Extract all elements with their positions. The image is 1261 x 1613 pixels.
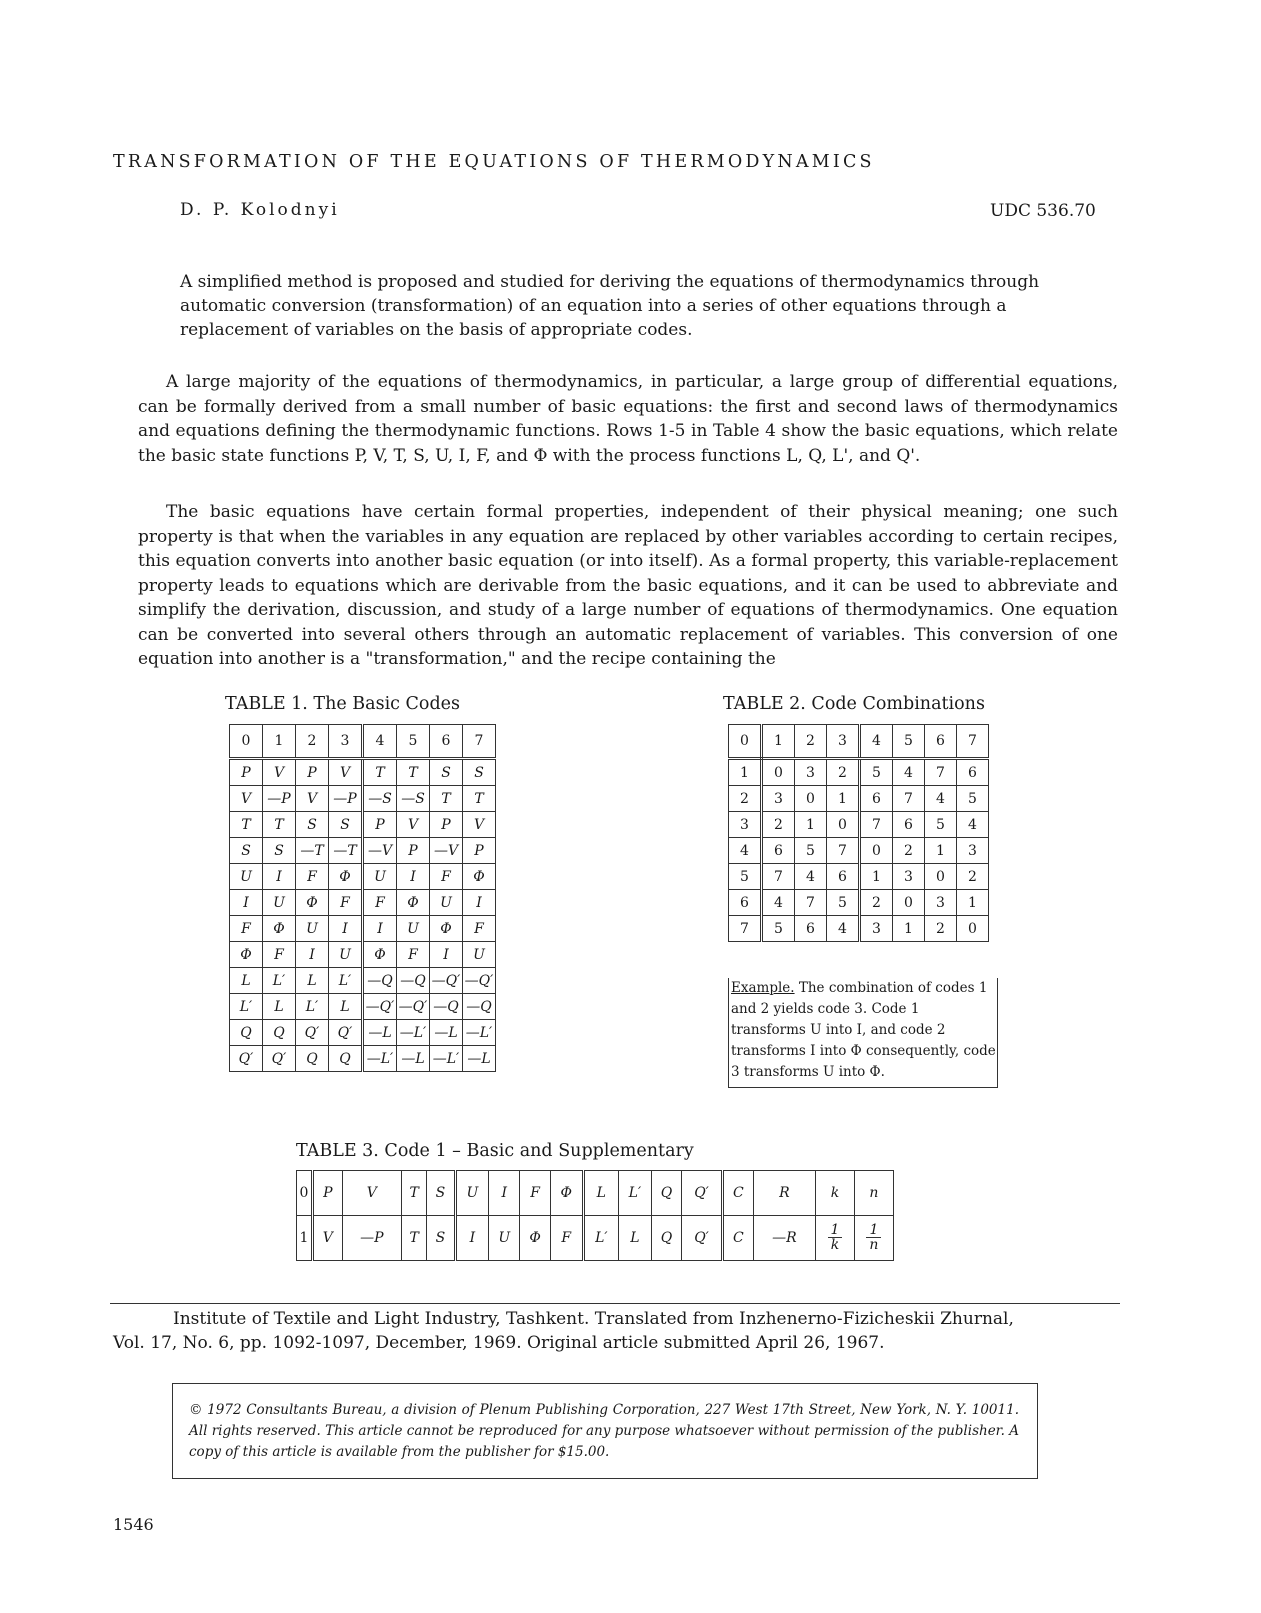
table-cell: U (430, 890, 463, 916)
table-cell: F (263, 942, 296, 968)
table-cell: 7 (860, 812, 893, 838)
table-cell: P (430, 812, 463, 838)
table-cell: —S (363, 786, 397, 812)
table-cell: Φ (230, 942, 263, 968)
table-cell: 2 (296, 725, 329, 759)
table-cell: Q (651, 1171, 681, 1216)
table-cell: —Q′ (363, 994, 397, 1020)
table-cell: S (230, 838, 263, 864)
table-row (230, 994, 496, 1020)
table-cell: 7 (957, 725, 989, 759)
fraction-cell (854, 1216, 893, 1261)
fraction-denominator: n (869, 1237, 879, 1253)
table-cell: F (363, 890, 397, 916)
table-cell: L (583, 1171, 618, 1216)
table-cell: L′ (618, 1171, 651, 1216)
table-cell: I (363, 916, 397, 942)
table-cell: Q (263, 1020, 296, 1046)
table-cell: 0 (729, 725, 762, 759)
table-cell: Q (296, 1046, 329, 1072)
table-cell: V (463, 812, 496, 838)
table-cell: 7 (925, 759, 957, 786)
table-cell: T (263, 812, 296, 838)
table-cell: Φ (430, 916, 463, 942)
table-cell: P (463, 838, 496, 864)
institute-line-1: Institute of Textile and Light Industry, Tashkent. Translated from Inzhenerno-Fizicheskii Zhurnal, (173, 1309, 1014, 1329)
table-cell: U (230, 864, 263, 890)
table3-caption: TABLE 3. Code 1 – Basic and Supplementary (296, 1141, 694, 1161)
table-cell: —L (463, 1046, 496, 1072)
table-cell: 0 (795, 786, 827, 812)
table-cell: —Q′ (397, 994, 430, 1020)
table-row (297, 1216, 894, 1261)
table-cell: U (397, 916, 430, 942)
table-cell: Q (230, 1020, 263, 1046)
table-cell: —V (430, 838, 463, 864)
table-cell: U (296, 916, 329, 942)
table-cell: 5 (860, 759, 893, 786)
table-cell: F (397, 942, 430, 968)
table-cell: 4 (363, 725, 397, 759)
table-cell: F (296, 864, 329, 890)
table-cell: Φ (520, 1216, 550, 1261)
table-cell: 6 (729, 890, 762, 916)
table-cell: 3 (827, 725, 860, 759)
table-cell: —L′ (397, 1020, 430, 1046)
table-cell: V (230, 786, 263, 812)
table-cell: 1 (925, 838, 957, 864)
table-cell: —Q (397, 968, 430, 994)
table-cell: U (463, 942, 496, 968)
table2-caption: TABLE 2. Code Combinations (723, 694, 985, 714)
table-cell: Q′ (263, 1046, 296, 1072)
table-cell: 7 (893, 786, 925, 812)
table-cell: U (455, 1171, 489, 1216)
table-cell: L (230, 968, 263, 994)
table-cell: L (329, 994, 363, 1020)
table-row (729, 890, 989, 916)
table-cell: Φ (397, 890, 430, 916)
table-row (230, 916, 496, 942)
table-cell: Q (329, 1046, 363, 1072)
table1-caption: TABLE 1. The Basic Codes (225, 694, 460, 714)
table-row (729, 759, 989, 786)
table-cell: 4 (925, 786, 957, 812)
table-cell: 0 (762, 759, 795, 786)
table-cell: 3 (893, 864, 925, 890)
table-row (230, 812, 496, 838)
table-cell: 5 (729, 864, 762, 890)
table-cell: —P (342, 1216, 402, 1261)
table-row (230, 786, 496, 812)
author: D. P. Kolodnyi (180, 200, 340, 220)
table-row (729, 864, 989, 890)
table-cell: C (722, 1216, 753, 1261)
table-cell: —T (329, 838, 363, 864)
table-row (729, 786, 989, 812)
example-label: Example. (731, 980, 795, 996)
table-cell: 2 (893, 838, 925, 864)
table-cell: 3 (729, 812, 762, 838)
table-cell: Q′ (230, 1046, 263, 1072)
table-cell: U (263, 890, 296, 916)
table-cell: L (296, 968, 329, 994)
table-cell: k (816, 1171, 855, 1216)
table-cell: —L′ (463, 1020, 496, 1046)
table-cell: F (430, 864, 463, 890)
table-cell: I (489, 1171, 520, 1216)
table-cell: 6 (762, 838, 795, 864)
table-cell: V (397, 812, 430, 838)
table-cell: L′ (583, 1216, 618, 1261)
table-cell: 7 (795, 890, 827, 916)
table-cell: L′ (263, 968, 296, 994)
page-number: 1546 (113, 1515, 154, 1534)
table-cell: S (430, 759, 463, 786)
table-cell: U (329, 942, 363, 968)
table-cell: Φ (296, 890, 329, 916)
table-cell: —R (753, 1216, 815, 1261)
table-row (297, 1171, 894, 1216)
table-header-row (729, 725, 989, 759)
table-cell: 2 (795, 725, 827, 759)
table-cell: P (397, 838, 430, 864)
table-cell: 6 (827, 864, 860, 890)
table-cell: 2 (827, 759, 860, 786)
table-cell: F (230, 916, 263, 942)
table-cell: Q′ (682, 1216, 723, 1261)
table-cell: F (550, 1216, 583, 1261)
table-cell: U (363, 864, 397, 890)
table-cell: 0 (925, 864, 957, 890)
table-cell: I (463, 890, 496, 916)
table-cell: —P (329, 786, 363, 812)
fraction-denominator: k (830, 1237, 840, 1253)
table3-code1 (296, 1170, 894, 1261)
table-cell: F (520, 1171, 550, 1216)
table-cell: 4 (957, 812, 989, 838)
table-cell: I (329, 916, 363, 942)
table-row (230, 890, 496, 916)
table-cell: —Q′ (430, 968, 463, 994)
table-row (230, 759, 496, 786)
paragraph-text: The basic equations have certain formal properties, independent of their physical meaning; one such property is that when the variables in any equation are replaced by other variables according to certain recipes, this equation converts into another basic equation (or into itself). As a formal property, this variable-replacement property leads to equations which are derivable from the basic equations, and it can be used to abbreviate and simplify the derivation, discussion, and study of a large number of equations of thermodynamics. One equation can be converted into several others through an automatic replacement of variables. This conversion of one equation into another is a "transformation," and the recipe containing the (138, 502, 1118, 669)
table-cell: 2 (957, 864, 989, 890)
table-cell: S (263, 838, 296, 864)
table-cell: L′ (296, 994, 329, 1020)
table-cell: —Q (430, 994, 463, 1020)
table-cell: 1 (795, 812, 827, 838)
table-cell: Q′ (329, 1020, 363, 1046)
table-cell: V (263, 759, 296, 786)
table-row (230, 1046, 496, 1072)
table-cell: —T (296, 838, 329, 864)
table-cell: 7 (827, 838, 860, 864)
table-cell: T (397, 759, 430, 786)
table-cell: Q′ (296, 1020, 329, 1046)
table-row (729, 812, 989, 838)
paragraph-text: A large majority of the equations of thermodynamics, in particular, a large group of differential equations, can be formally derived from a small number of basic equations: the first and second laws of thermodynamics and equations defining the thermodynamic functions. Rows 1-5 in Table 4 show the basic equations, which relate the basic state functions P, V, T, S, U, I, F, and Φ with the process functions L, Q, L', and Q'. (138, 372, 1118, 466)
table-cell: 6 (957, 759, 989, 786)
table-cell: 1 (729, 759, 762, 786)
table-cell: 3 (329, 725, 363, 759)
table2-code-combinations (728, 724, 989, 942)
table-cell: —Q (363, 968, 397, 994)
table-cell: —Q′ (463, 968, 496, 994)
table-row (230, 968, 496, 994)
table-cell: 4 (860, 725, 893, 759)
table-cell: 3 (762, 786, 795, 812)
table-cell: 4 (729, 838, 762, 864)
table-cell: 0 (860, 838, 893, 864)
table-cell: F (329, 890, 363, 916)
table1-basic-codes (229, 724, 496, 1072)
table-cell: 4 (762, 890, 795, 916)
table2-example-note (728, 978, 998, 1088)
table-cell: 4 (795, 864, 827, 890)
table-cell: I (397, 864, 430, 890)
table-cell: 5 (827, 890, 860, 916)
table-cell: I (455, 1216, 489, 1261)
table-cell: 0 (297, 1171, 313, 1216)
table-cell: Φ (463, 864, 496, 890)
fraction-numerator: 1 (828, 1223, 843, 1238)
table-cell: S (427, 1171, 455, 1216)
table-cell: L′ (230, 994, 263, 1020)
table-row (230, 1020, 496, 1046)
table-cell: P (230, 759, 263, 786)
table-cell: 0 (957, 916, 989, 942)
fraction-numerator: 1 (866, 1223, 881, 1238)
table-cell: S (463, 759, 496, 786)
table-cell: 1 (762, 725, 795, 759)
table-cell: V (313, 1216, 343, 1261)
example-text: The combination of codes 1 and 2 yields code 3. Code 1 transforms U into I, and code 2 transforms I into Φ consequently, code 3 transforms U into Φ. (731, 980, 996, 1080)
table-cell: —L (363, 1020, 397, 1046)
table-cell: 4 (893, 759, 925, 786)
table-cell: Q (651, 1216, 681, 1261)
table-cell: V (342, 1171, 402, 1216)
table-cell: U (489, 1216, 520, 1261)
table-cell: 5 (925, 812, 957, 838)
table-cell: F (463, 916, 496, 942)
table-cell: 6 (430, 725, 463, 759)
table-cell: T (463, 786, 496, 812)
table-cell: 1 (957, 890, 989, 916)
table-cell: —L (430, 1020, 463, 1046)
table-cell: V (296, 786, 329, 812)
udc-code: UDC 536.70 (990, 201, 1096, 221)
table-cell: 3 (957, 838, 989, 864)
table-cell: n (854, 1171, 893, 1216)
table-cell: 7 (729, 916, 762, 942)
table-cell: P (296, 759, 329, 786)
table-cell: Φ (363, 942, 397, 968)
copyright-box: © 1972 Consultants Bureau, a division of Plenum Publishing Corporation, 227 West 17th Street, New York, N. Y. 10011. All rights reserved. This article cannot be reproduced for any purpose whatsoever without permission of the publisher. A copy of this article is available from the publisher for $15.00. (172, 1383, 1038, 1479)
table-cell: 6 (860, 786, 893, 812)
table-cell: —L′ (363, 1046, 397, 1072)
fraction-cell (816, 1216, 855, 1261)
table-row (729, 916, 989, 942)
table-row (230, 864, 496, 890)
table-cell: I (296, 942, 329, 968)
table-cell: 5 (795, 838, 827, 864)
table-cell: 4 (827, 916, 860, 942)
table-cell: I (230, 890, 263, 916)
table-cell: I (430, 942, 463, 968)
footnote-rule (110, 1303, 1120, 1304)
table-cell: —L (397, 1046, 430, 1072)
table-cell: I (263, 864, 296, 890)
institute-line-2: Vol. 17, No. 6, pp. 1092-1097, December, 1969. Original article submitted April 26, 1967. (113, 1333, 885, 1353)
body-paragraph-2 (138, 500, 1118, 672)
table-cell: 5 (762, 916, 795, 942)
table-cell: 5 (893, 725, 925, 759)
table-cell: P (313, 1171, 343, 1216)
table-cell: 7 (762, 864, 795, 890)
table-cell: 0 (230, 725, 263, 759)
table-cell: 7 (463, 725, 496, 759)
table-cell: T (230, 812, 263, 838)
table-cell: 5 (957, 786, 989, 812)
table-cell: C (722, 1171, 753, 1216)
abstract: A simplified method is proposed and studied for deriving the equations of thermodynamics through automatic conversion (transformation) of an equation into a series of other equations through a replacement of variables on the basis of appropriate codes. (180, 272, 1040, 340)
table-cell: Φ (329, 864, 363, 890)
table-cell: S (427, 1216, 455, 1261)
table-cell: 1 (297, 1216, 313, 1261)
table-cell: S (296, 812, 329, 838)
table-cell: —L′ (430, 1046, 463, 1072)
table-cell: 1 (263, 725, 296, 759)
table-cell: R (753, 1171, 815, 1216)
table-cell: V (329, 759, 363, 786)
table-cell: T (430, 786, 463, 812)
table-header-row (230, 725, 496, 759)
table-cell: 2 (729, 786, 762, 812)
table-cell: 6 (795, 916, 827, 942)
table-cell: 6 (893, 812, 925, 838)
table-cell: 1 (827, 786, 860, 812)
table-cell: 3 (795, 759, 827, 786)
table-cell: Φ (263, 916, 296, 942)
table-row (230, 838, 496, 864)
table-cell: 1 (860, 864, 893, 890)
table-cell: P (363, 812, 397, 838)
table-cell: Q′ (682, 1171, 723, 1216)
table-cell: 0 (827, 812, 860, 838)
table-cell: L (618, 1216, 651, 1261)
table-cell: L′ (329, 968, 363, 994)
table-cell: —P (263, 786, 296, 812)
paper-title: TRANSFORMATION OF THE EQUATIONS OF THERMODYNAMICS (113, 152, 875, 172)
table-cell: 2 (925, 916, 957, 942)
table-cell: S (329, 812, 363, 838)
table-cell: 1 (893, 916, 925, 942)
institute-note (113, 1307, 1113, 1355)
table-cell: —V (363, 838, 397, 864)
fraction (866, 1223, 881, 1252)
table-cell: 2 (860, 890, 893, 916)
fraction (828, 1223, 843, 1252)
table-cell: T (402, 1216, 427, 1261)
table-cell: T (363, 759, 397, 786)
body-paragraph-1 (138, 370, 1118, 468)
table-cell: 2 (762, 812, 795, 838)
table-cell: 3 (925, 890, 957, 916)
table-cell: —S (397, 786, 430, 812)
table-row (230, 942, 496, 968)
table-cell: 3 (860, 916, 893, 942)
table-cell: 6 (925, 725, 957, 759)
table-cell: Φ (550, 1171, 583, 1216)
table-cell: —Q (463, 994, 496, 1020)
table-cell: T (402, 1171, 427, 1216)
table-cell: 0 (893, 890, 925, 916)
table-cell: 5 (397, 725, 430, 759)
table-cell: L (263, 994, 296, 1020)
table-row (729, 838, 989, 864)
